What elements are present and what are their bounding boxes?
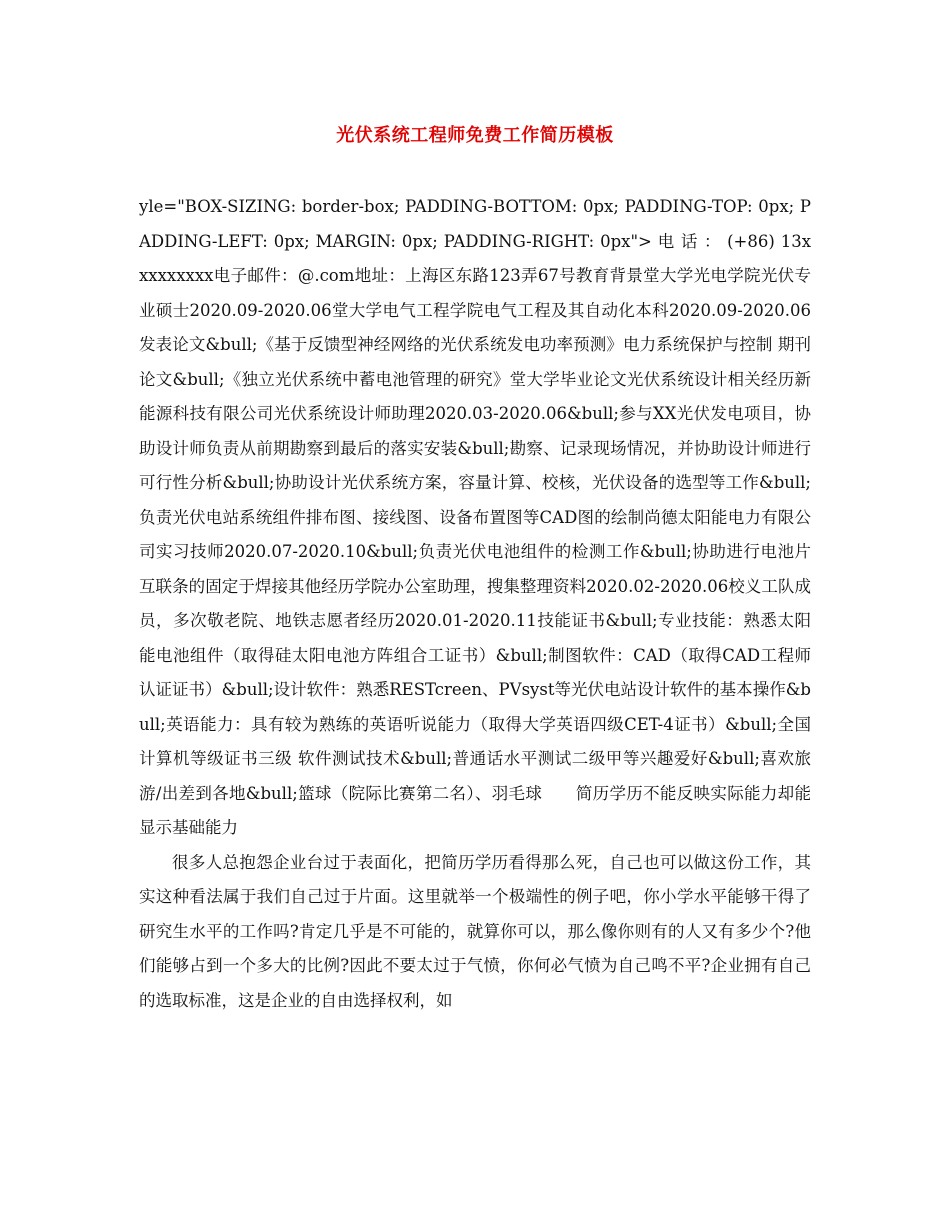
document-title: 光伏系统工程师免费工作简历模板 — [336, 125, 614, 146]
resume-paragraph: yle="BOX-SIZING: border-box; PADDING-BOTTOM: 0px; PADDING-TOP: 0px; PADDING-LEFT: 0px; MARGIN: 0px; PADDING-RIGHT: 0px"> 电 话 ： (+86) 13xxxxxxxxx电子邮件：@.com地址：上海区东路123弄67号教育背景堂大学光电学院光伏专业硕士2020.09-2020.06堂大学电气工程学院电气工程及其自动化本科2020.09-2020.06发表论文&bull;《基于反馈型神经网络的光伏系统发电功率预测》电力系统保护与控制 期刊论文&bull;《独立光伏系统中蓄电池管理的研究》堂大学毕业论文光伏系统设计相关经历新能源科技有限公司光伏系统设计师助理2020.03-2020.06&bull;参与XX光伏发电项目，协助设计师负责从前期勘察到最后的落实安装&bull;勘察、记录现场情况，并协助设计师进行可行性分析&bull;协助设计光伏系统方案，容量计算、校核，光伏设备的选型等工作&bull;负责光伏电站系统组件排布图、接线图、设备布置图等CAD图的绘制尚德太阳能电力有限公司实习技师2020.07-2020.10&bull;负责光伏电池组件的检测工作&bull;协助进行电池片互联条的固定于焊接其他经历学院办公室助理，搜集整理资料2020.02-2020.06校义工队成员，多次敬老院、地铁志愿者经历2020.01-2020.11技能证书&bull;专业技能：熟悉太阳能电池组件（取得硅太阳电池方阵组合工证书）&bull;制图软件：CAD（取得CAD工程师认证证书）&bull;设计软件：熟悉RESTcreen、PVsyst等光伏电站设计软件的基本操作&bull;英语能力：具有较为熟练的英语听说能力（取得大学英语四级CET-4证书）&bull;全国计算机等级证书三级 软件测试技术&bull;普通话水平测试二级甲等兴趣爱好&bull;喜欢旅游/出差到各地&bull;篮球（院际比赛第二名）、羽毛球 简历学历不能反映实际能力却能显示基础能力 — [139, 197, 811, 837]
commentary-paragraph: 很多人总抱怨企业台过于表面化，把简历学历看得那么死，自己也可以做这份工作，其实这种看法属于我们自己过于片面。这里就举一个极端性的例子吧，你小学水平能够干得了研究生水平的工作吗?肯定几乎是不可能的，就算你可以，那么像你则有的人又有多少个?他们能够占到一个多大的比例?因此不要太过于气愤，你何必气愤为自己鸣不平?企业拥有自己的选取标准，这是企业的自由选择权利，如 — [139, 852, 811, 1010]
document-body — [139, 190, 811, 1018]
